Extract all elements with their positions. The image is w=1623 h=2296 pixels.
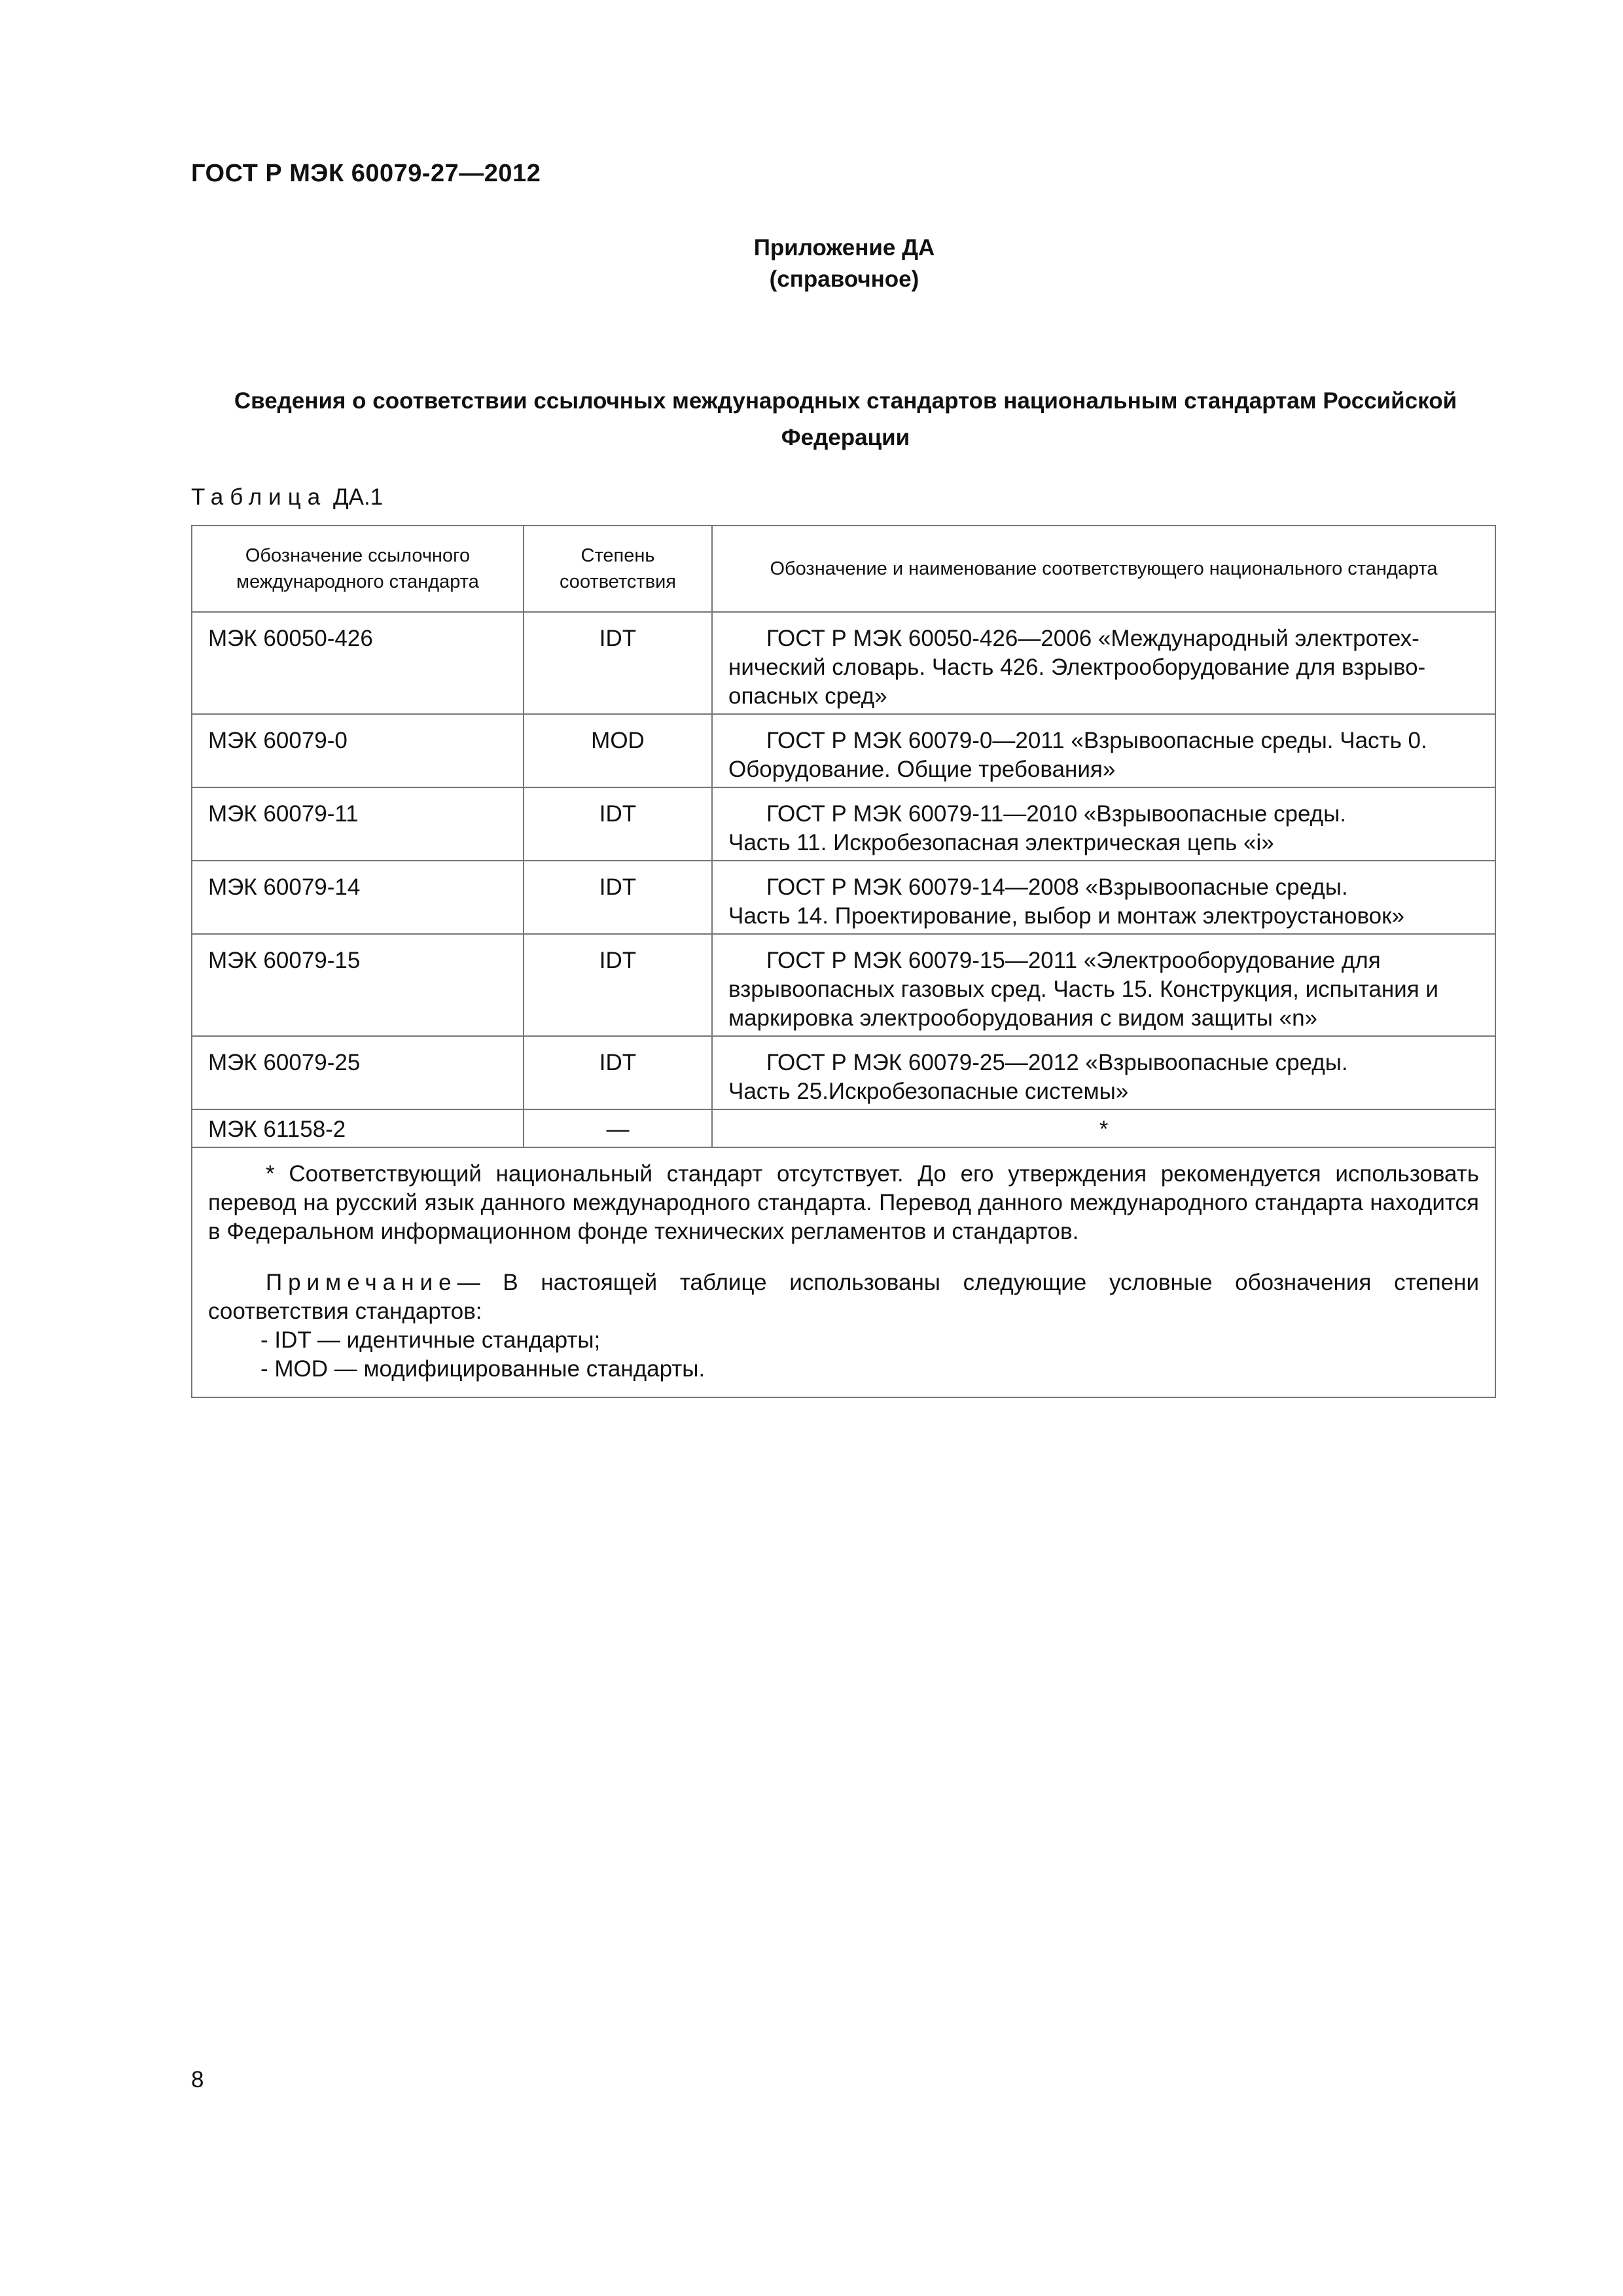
table-row bbox=[192, 1036, 1495, 1109]
header-text: Обозначение ссылочного bbox=[245, 545, 471, 566]
header-text: Степень bbox=[580, 545, 655, 566]
appendix-type: (справочное) bbox=[769, 266, 919, 292]
reference-standard-cell: МЭК 60079-0 bbox=[192, 714, 524, 787]
table-footer-row bbox=[192, 1147, 1495, 1397]
reference-standard-cell: МЭК 60079-14 bbox=[192, 861, 524, 934]
page-number: 8 bbox=[191, 2067, 204, 2092]
national-standard-cell bbox=[712, 1036, 1495, 1109]
reference-standard-cell: МЭК 60079-11 bbox=[192, 787, 524, 861]
header-correspondence-degree bbox=[524, 526, 712, 612]
header-reference-standard bbox=[192, 526, 524, 612]
national-standard-line: опасных сред» bbox=[728, 683, 887, 709]
section-title bbox=[191, 383, 1500, 456]
degree-cell: IDT bbox=[524, 934, 712, 1036]
national-standard-cell bbox=[712, 934, 1495, 1036]
table-label bbox=[191, 484, 383, 511]
reference-standard-cell: МЭК 61158-2 bbox=[192, 1109, 524, 1147]
header-text: Обозначение и наименование соответствующего национального стандарта bbox=[770, 558, 1438, 579]
table-row bbox=[192, 612, 1495, 714]
national-standard-line: взрывоопасных газовых сред. Часть 15. Конструкция, испытания и bbox=[728, 977, 1438, 1002]
table-row bbox=[192, 934, 1495, 1036]
table-label-word: Таблица bbox=[191, 484, 327, 510]
table-label-number: ДА.1 bbox=[332, 484, 383, 510]
table-notes-cell bbox=[192, 1147, 1495, 1397]
national-standard-line: ГОСТ Р МЭК 60050-426—2006 «Международный электротех- bbox=[766, 626, 1419, 651]
header-text: соответствия bbox=[559, 571, 677, 592]
footnote: * Соответствующий национальный стандарт отсутствует. До его утверждения рекомендуется использовать перевод на русский язык данного международного стандарта. Перевод данного международного стандарта находится в Федеральном информационном фонде технических регламентов и стандартов. bbox=[208, 1161, 1479, 1244]
note-list-item: - IDT — идентичные стандарты; bbox=[260, 1327, 601, 1353]
reference-standard-cell: МЭК 60050-426 bbox=[192, 612, 524, 714]
note-label: Примечание bbox=[266, 1270, 457, 1295]
table-row bbox=[192, 1109, 1495, 1147]
national-standard-cell: * bbox=[712, 1109, 1495, 1147]
table-row bbox=[192, 787, 1495, 861]
table-header-row bbox=[192, 526, 1495, 612]
section-title-line-2: Федерации bbox=[781, 425, 910, 450]
national-standard-line: ГОСТ Р МЭК 60079-25—2012 «Взрывоопасные среды. bbox=[766, 1050, 1348, 1075]
national-standard-line: маркировка электрооборудования с видом защиты «n» bbox=[728, 1005, 1318, 1031]
section-title-line-1: Сведения о соответствии ссылочных международных стандартов национальным стандартам Российской bbox=[234, 388, 1457, 414]
appendix-title: Приложение ДА bbox=[753, 235, 935, 260]
national-standard-cell bbox=[712, 612, 1495, 714]
header-text: международного стандарта bbox=[236, 571, 479, 592]
national-standard-line: Часть 11. Искробезопасная электрическая цепь «i» bbox=[728, 830, 1274, 855]
national-standard-line: нический словарь. Часть 426. Электрооборудование для взрыво- bbox=[728, 655, 1426, 680]
degree-cell: IDT bbox=[524, 1036, 712, 1109]
document-code-header: ГОСТ Р МЭК 60079-27—2012 bbox=[191, 160, 541, 187]
table-row bbox=[192, 861, 1495, 934]
header-national-standard bbox=[712, 526, 1495, 612]
note bbox=[208, 1268, 1479, 1326]
table-row bbox=[192, 714, 1495, 787]
national-standard-line: ГОСТ Р МЭК 60079-15—2011 «Электрооборудование для bbox=[766, 948, 1381, 973]
reference-standard-cell: МЭК 60079-25 bbox=[192, 1036, 524, 1109]
national-standard-line: Часть 14. Проектирование, выбор и монтаж электроустановок» bbox=[728, 903, 1404, 929]
degree-cell: IDT bbox=[524, 612, 712, 714]
reference-standard-cell: МЭК 60079-15 bbox=[192, 934, 524, 1036]
note-text: — В настоящей таблице использованы следующие условные обозначения степени соответствия стандартов: bbox=[208, 1270, 1479, 1324]
national-standard-line: Часть 25.Искробезопасные системы» bbox=[728, 1079, 1129, 1104]
national-standard-cell bbox=[712, 714, 1495, 787]
degree-cell: MOD bbox=[524, 714, 712, 787]
standards-correspondence-table bbox=[191, 525, 1496, 1398]
national-standard-cell bbox=[712, 861, 1495, 934]
national-standard-line: Оборудование. Общие требования» bbox=[728, 757, 1116, 782]
degree-cell: IDT bbox=[524, 787, 712, 861]
appendix-heading bbox=[0, 232, 1623, 295]
national-standard-line: ГОСТ Р МЭК 60079-0—2011 «Взрывоопасные среды. Часть 0. bbox=[766, 728, 1427, 753]
national-standard-line: ГОСТ Р МЭК 60079-14—2008 «Взрывоопасные среды. bbox=[766, 874, 1348, 900]
national-standard-cell bbox=[712, 787, 1495, 861]
degree-cell: — bbox=[524, 1109, 712, 1147]
national-standard-line: ГОСТ Р МЭК 60079-11—2010 «Взрывоопасные среды. bbox=[766, 801, 1346, 827]
note-list-item: - MOD — модифицированные стандарты. bbox=[260, 1356, 705, 1382]
degree-cell: IDT bbox=[524, 861, 712, 934]
